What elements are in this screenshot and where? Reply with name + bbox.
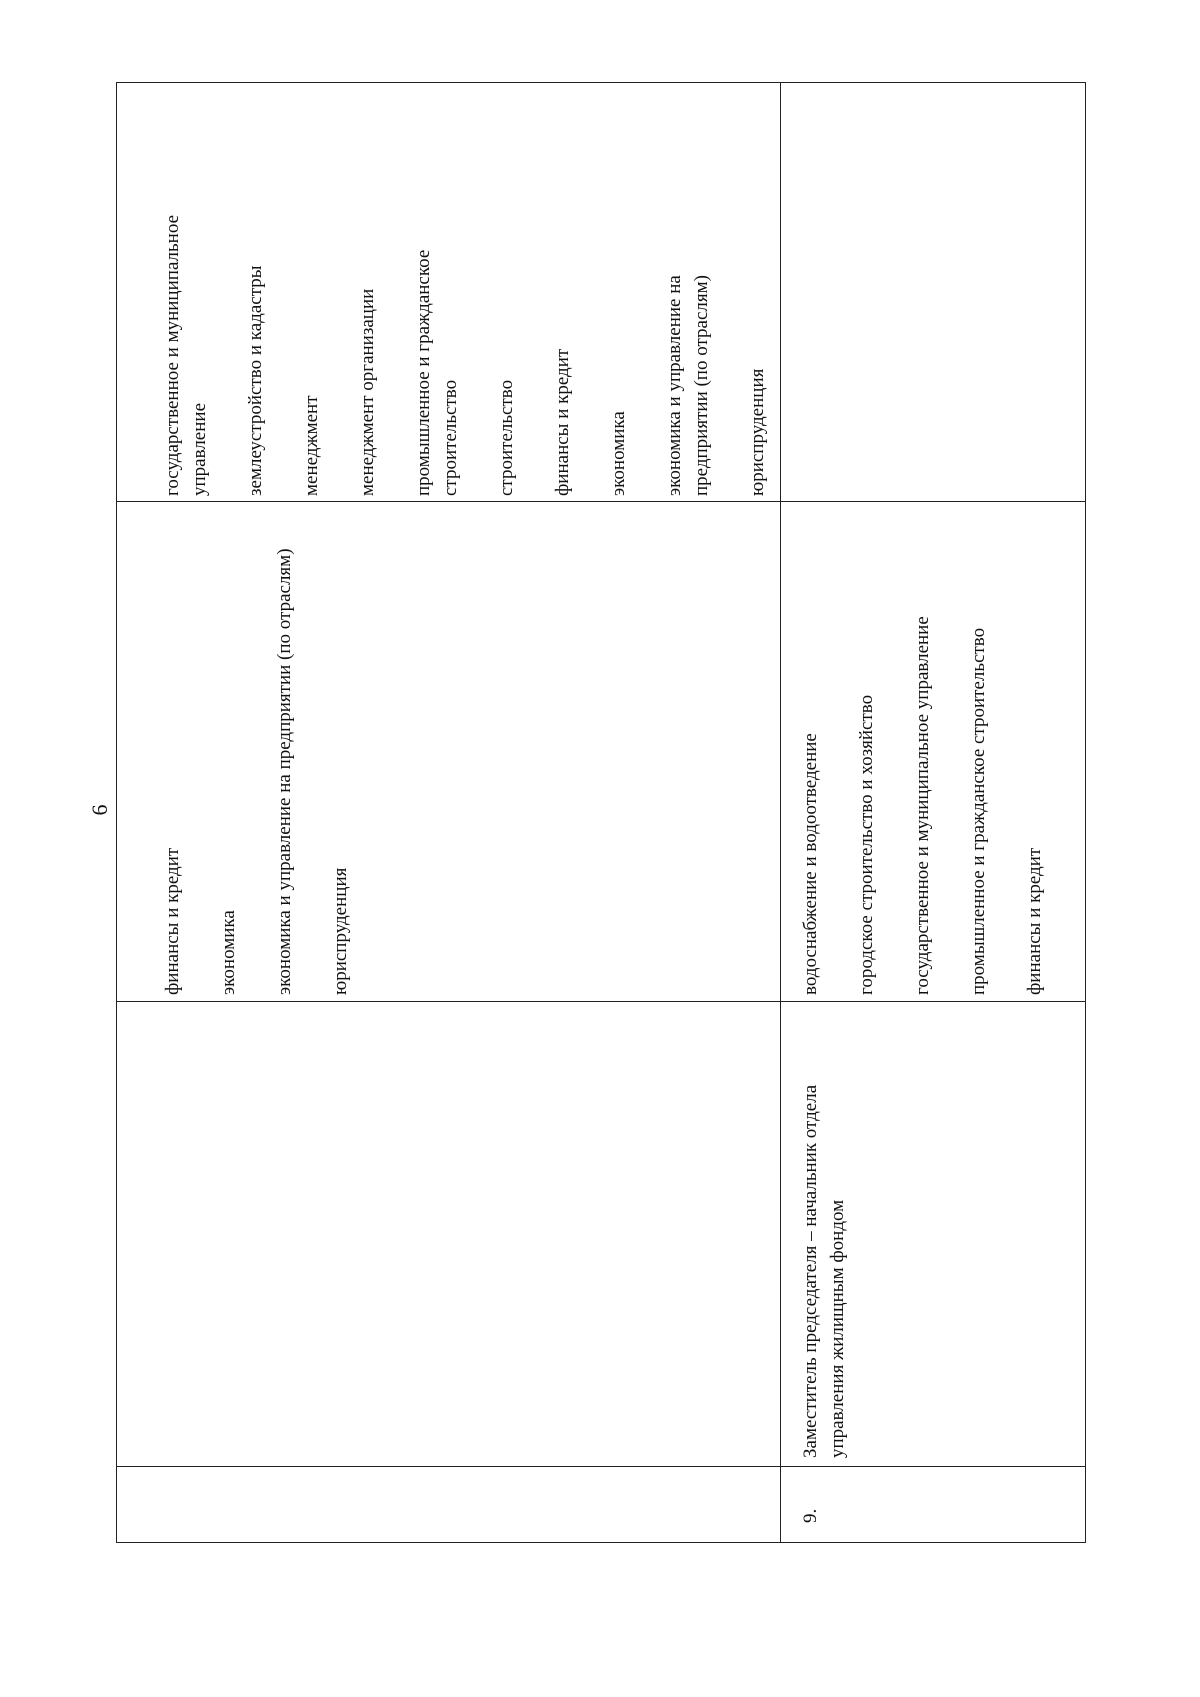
- continuation-specialties-b: [159, 176, 771, 496]
- row-9-position: Заместитель председателя – начальник отдела управления жилищным фондом: [800, 1084, 848, 1458]
- specialty-item: землеустройство и кадастры: [245, 265, 266, 496]
- specialties-table: [116, 82, 1086, 1543]
- row-9-number: 9.: [800, 1508, 821, 1523]
- specialty-item: юриспруденция: [747, 368, 768, 496]
- row-9-specialties-a: [797, 515, 1048, 995]
- column-divider: [117, 1466, 1085, 1467]
- row-divider: [780, 83, 781, 1542]
- specialty-item: экономика и управление на предприятии (по отраслям): [274, 548, 295, 995]
- column-divider: [117, 501, 1085, 502]
- specialty-item: промышленное и гражданское строительство: [968, 627, 989, 995]
- specialty-item: экономика и управление на предприятии (по отраслям): [664, 275, 712, 496]
- specialty-item: менеджмент: [301, 395, 322, 496]
- specialty-item: финансы и кредит: [162, 847, 183, 995]
- continuation-specialties-a: [159, 525, 354, 995]
- specialty-item: финансы и кредит: [552, 348, 573, 496]
- page-number: 6: [87, 804, 112, 816]
- specialty-item: промышленное и гражданское строительство: [413, 249, 461, 496]
- specialty-item: городское строительство и хозяйство: [856, 694, 877, 995]
- specialty-item: финансы и кредит: [1024, 847, 1045, 995]
- specialty-item: экономика: [218, 910, 239, 995]
- column-divider: [117, 1001, 1085, 1002]
- specialty-item: водоснабжение и водоотведение: [800, 733, 821, 995]
- specialty-item: государственное и муниципальное управление: [162, 214, 210, 496]
- specialty-item: государственное и муниципальное управление: [912, 616, 933, 995]
- specialty-item: менеджмент организации: [357, 288, 378, 496]
- specialty-item: юриспруденция: [330, 867, 351, 995]
- specialty-item: строительство: [496, 379, 517, 496]
- specialty-item: экономика: [608, 411, 629, 496]
